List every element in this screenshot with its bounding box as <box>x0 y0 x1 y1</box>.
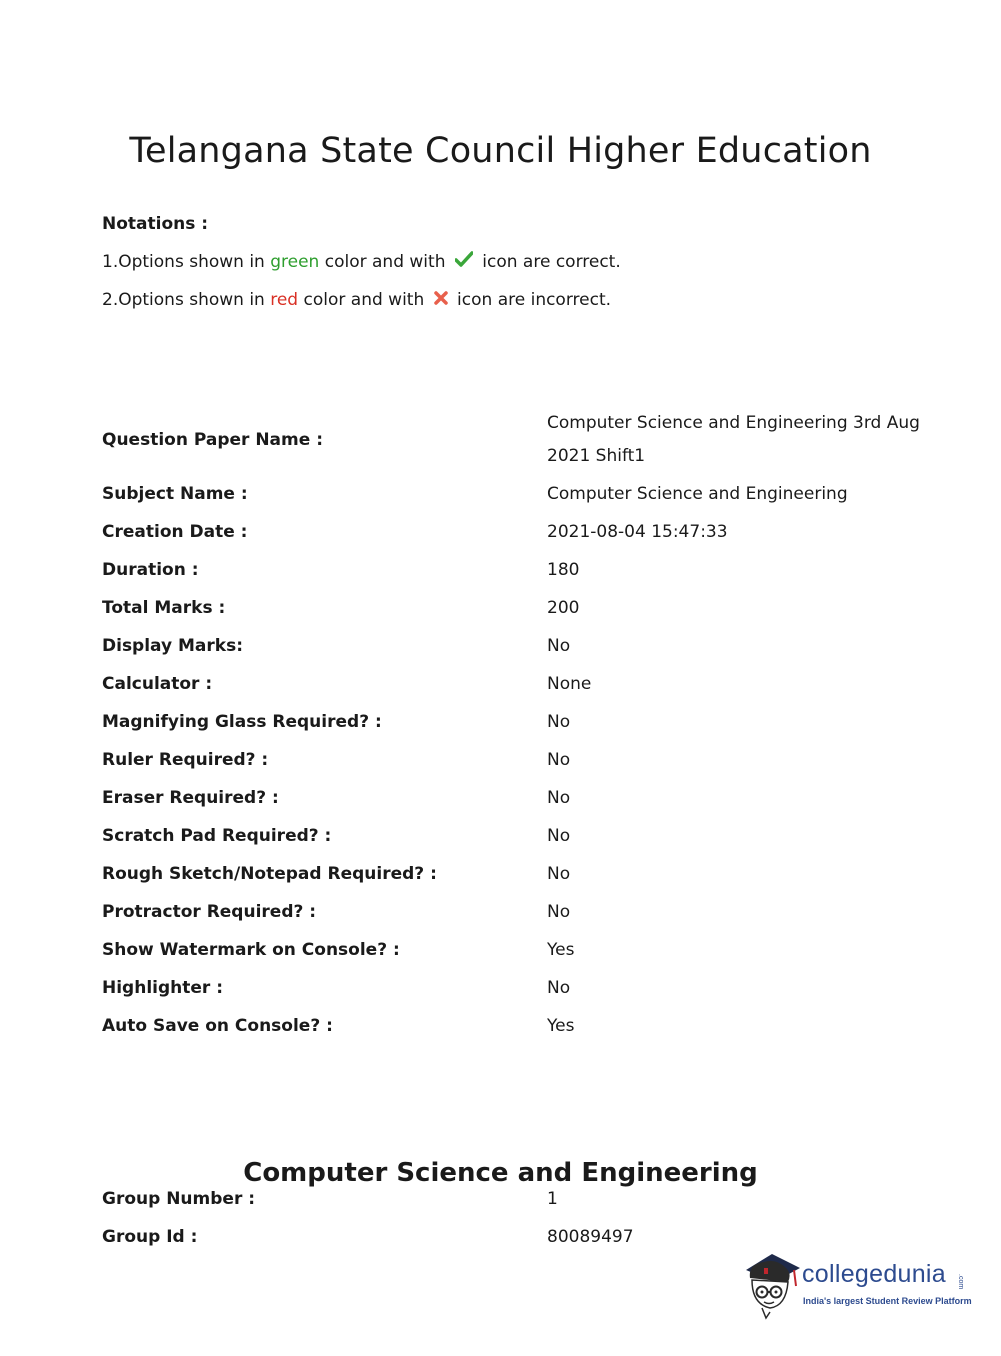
notations-block <box>102 214 621 327</box>
collegedunia-logo <box>742 1248 972 1320</box>
info-row <box>102 475 922 513</box>
info-label: Total Marks : <box>102 598 226 618</box>
cross-icon <box>434 289 448 311</box>
info-row <box>102 513 922 551</box>
info-label: Highlighter : <box>102 978 224 998</box>
group-info-table <box>102 1180 922 1256</box>
green-word: green <box>270 252 320 272</box>
info-label: Creation Date : <box>102 522 248 542</box>
info-value: Yes <box>547 1015 575 1036</box>
info-row <box>102 703 922 741</box>
logo-tagline: India's largest Student Review Platform <box>803 1296 972 1306</box>
info-row <box>102 405 922 475</box>
info-label: Show Watermark on Console? : <box>102 940 400 960</box>
info-value: 2021-08-04 15:47:33 <box>547 521 728 542</box>
info-value: 180 <box>547 559 580 580</box>
info-label: Ruler Required? : <box>102 750 269 770</box>
check-icon <box>455 251 473 273</box>
logo-dotcom-text: .com <box>957 1274 964 1290</box>
info-value: Computer Science and Engineering 3rd Aug 2021 Shift1 <box>547 413 920 466</box>
logo-brand-text: collegedunia <box>802 1260 946 1288</box>
info-row <box>102 551 922 589</box>
info-label: Calculator : <box>102 674 213 694</box>
info-value: Yes <box>547 939 575 960</box>
info-value: Computer Science and Engineering <box>547 483 848 504</box>
info-value: No <box>547 901 571 922</box>
group-value: 80089497 <box>547 1226 634 1247</box>
info-row <box>102 817 922 855</box>
info-value: No <box>547 825 571 846</box>
paper-info-table <box>102 405 922 1045</box>
info-row <box>102 1007 922 1045</box>
red-word: red <box>270 290 299 310</box>
group-row <box>102 1180 922 1218</box>
info-row <box>102 665 922 703</box>
info-label: Display Marks: <box>102 636 243 656</box>
info-label: Rough Sketch/Notepad Required? : <box>102 864 437 884</box>
group-label: Group Id : <box>102 1227 198 1247</box>
notation-incorrect: 2.Options shown in red color and with icon are incorrect. <box>102 290 612 310</box>
info-label: Protractor Required? : <box>102 902 317 922</box>
info-label: Scratch Pad Required? : <box>102 826 332 846</box>
info-label: Duration : <box>102 560 199 580</box>
info-row <box>102 627 922 665</box>
info-value: No <box>547 711 571 732</box>
info-value: 200 <box>547 597 580 618</box>
info-value: No <box>547 635 571 656</box>
info-row <box>102 589 922 627</box>
info-label: Auto Save on Console? : <box>102 1016 333 1036</box>
info-label: Question Paper Name : <box>102 430 323 450</box>
info-label: Eraser Required? : <box>102 788 279 808</box>
section-title: Computer Science and Engineering <box>243 1157 758 1188</box>
info-row <box>102 969 922 1007</box>
info-row <box>102 931 922 969</box>
group-value: 1 <box>547 1188 558 1209</box>
info-row <box>102 893 922 931</box>
info-row <box>102 741 922 779</box>
page-title: Telangana State Council Higher Education <box>129 131 872 172</box>
info-row <box>102 779 922 817</box>
info-value: None <box>547 673 592 694</box>
info-label: Subject Name : <box>102 484 248 504</box>
info-value: No <box>547 977 571 998</box>
info-row <box>102 855 922 893</box>
info-value: No <box>547 749 571 770</box>
info-value: No <box>547 863 571 884</box>
info-label: Magnifying Glass Required? : <box>102 712 382 732</box>
group-label: Group Number : <box>102 1189 256 1209</box>
info-value: No <box>547 787 571 808</box>
notation-correct: 1.Options shown in green color and with icon are correct. <box>102 252 621 272</box>
notations-heading: Notations : <box>102 214 209 234</box>
